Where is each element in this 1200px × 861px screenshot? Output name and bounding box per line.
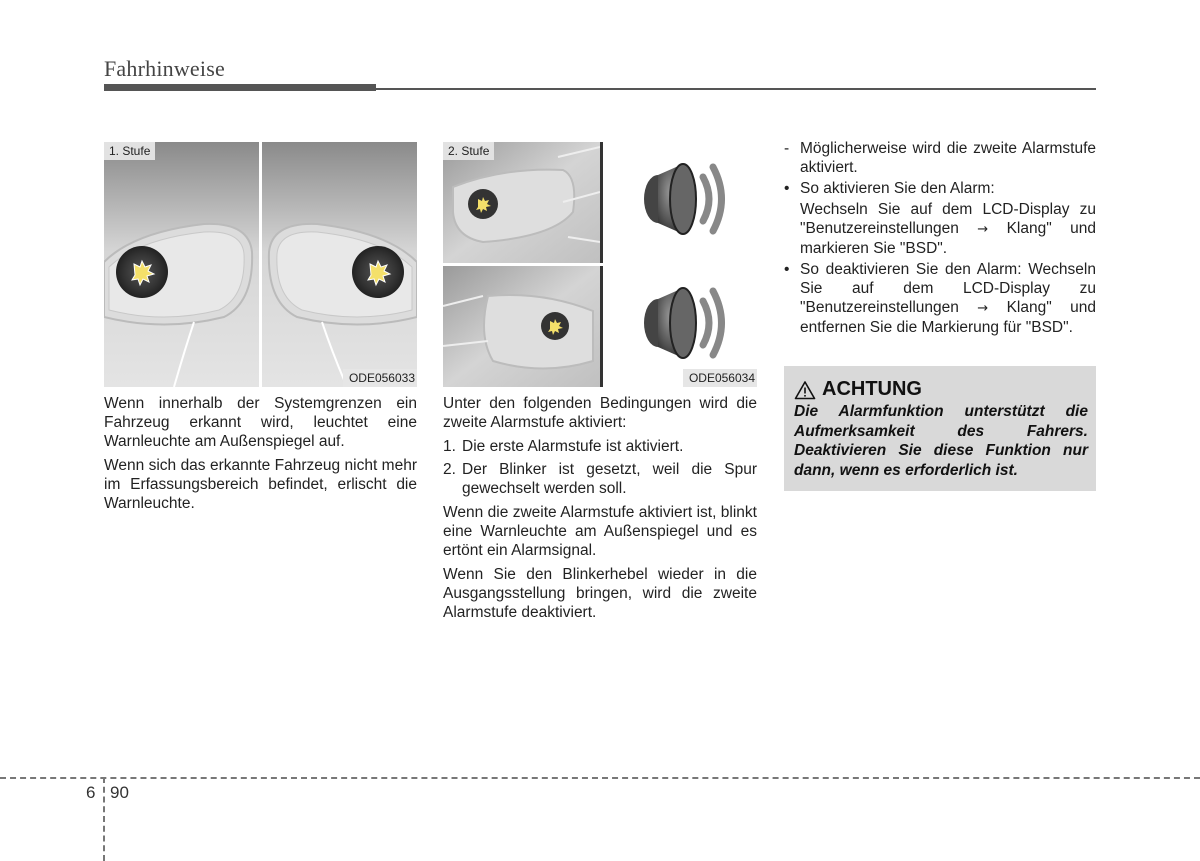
page-header-title: Fahrhinweise: [104, 56, 225, 81]
activate-instructions: Wechseln Sie auf dem LCD-Display zu "Benutzereinstellungen → Klang" und markieren Sie "BSD".: [800, 201, 1096, 257]
conditions-list: [443, 437, 757, 498]
footer-divider: [0, 777, 1200, 779]
left-mirror-illustration: [104, 142, 259, 387]
figure-stage-2-code: ODE056034: [683, 369, 757, 387]
caution-title: ACHTUNG: [822, 378, 922, 400]
figure-stage-1-label: 1. Stufe: [104, 142, 155, 160]
paragraph: Wenn sich das erkannte Fahrzeug nicht mehr im Erfassungsbereich befindet, erlischt die Warnleuchte.: [104, 457, 417, 512]
speaker-icon: [603, 142, 757, 263]
figure-stage-1-code: ODE056033: [343, 369, 417, 387]
paragraph: Unter den folgenden Bedingungen wird die zweite Alarmstufe aktiviert:: [443, 395, 757, 431]
figure-stage-2-label: 2. Stufe: [443, 142, 494, 160]
paragraph: Wenn Sie den Blinkerhebel wieder in die Ausgangsstellung bringen, wird die zweite Alarmstufe deaktiviert.: [443, 566, 757, 621]
paragraph: Wenn die zweite Alarmstufe aktiviert ist, blinkt eine Warnleuchte am Außenspiegel und es ertönt ein Alarmsignal.: [443, 504, 757, 559]
caution-box: [784, 366, 1096, 491]
chapter-number: 6: [86, 783, 96, 802]
speaker-illustration-top: [603, 142, 757, 263]
footer-vertical-divider: [103, 777, 105, 861]
list-item: 2. Der Blinker ist gesetzt, weil die Spur gewechselt werden soll.: [443, 461, 757, 497]
mirror-illustration-bottom: [443, 266, 600, 387]
list-item: • So deaktivieren Sie den Alarm: Wechseln Sie auf dem LCD-Display zu "Benutzereinstellungen → Klang" und entfernen Sie die Markierung für "BSD".: [784, 261, 1096, 336]
warning-triangle-icon: [794, 380, 816, 400]
paragraph: Wenn innerhalb der Systemgrenzen ein Fahrzeug erkannt wird, leuchtet eine Warnleuchte am Außenspiegel auf.: [104, 395, 417, 450]
figure-stage-2: [443, 142, 757, 387]
header-rule: [104, 84, 1096, 92]
column-1-text: [104, 394, 417, 518]
caution-text: Die Alarmfunktion unterstützt die Aufmerksamkeit des Fahrers. Deaktivieren Sie diese Funktion nur dann, wenn es erforderlich ist.: [794, 403, 1088, 479]
page-number: 90: [110, 783, 129, 802]
column-2-text: [443, 394, 757, 627]
list-item: - Möglicherweise wird die zweite Alarmstufe aktiviert.: [784, 140, 1096, 176]
arrow-right-icon: →: [977, 301, 989, 316]
arrow-right-icon: →: [977, 222, 989, 237]
list-item: • So aktivieren Sie den Alarm:: [784, 180, 995, 197]
list-item: 1. Die erste Alarmstufe ist aktiviert.: [443, 438, 684, 455]
mirror-illustration-top: [443, 142, 600, 263]
right-mirror-illustration: [262, 142, 417, 387]
column-3-text: [784, 139, 1096, 339]
